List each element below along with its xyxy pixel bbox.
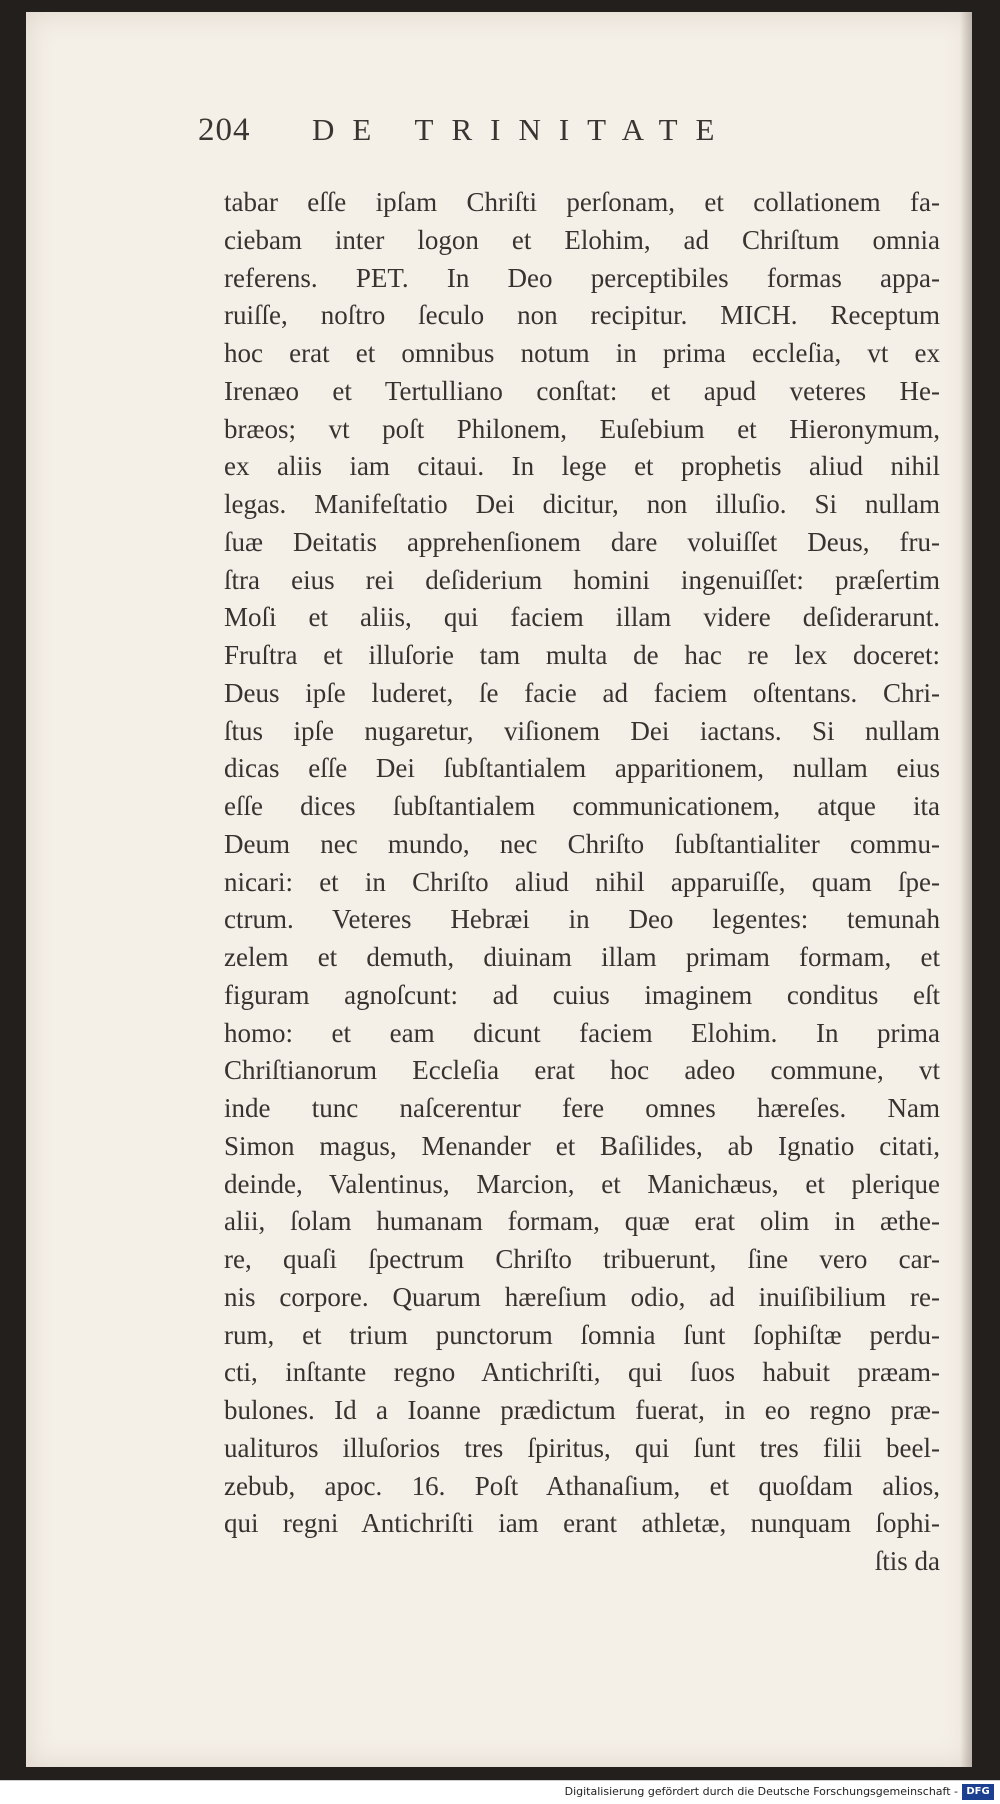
text-line: nicari: et in Chriſto aliud nihil apparuiſſe, quam ſpe- — [224, 866, 940, 897]
text-line: ſtra eius rei deſiderium homini ingenuiſſet: præſertim — [224, 564, 940, 595]
text-line: Irenæo et Tertulliano conſtat: et apud veteres He- — [224, 375, 940, 406]
page-number: 204 — [198, 112, 251, 148]
text-line: nis corpore. Quarum hæreſium odio, ad inuiſibilium re- — [224, 1281, 940, 1312]
text-line: eſſe dices ſubſtantialem communicationem, atque ita — [224, 791, 940, 821]
running-title: DE TRINITATE — [312, 112, 733, 147]
dfg-logo-icon: DFG — [962, 1784, 994, 1800]
text-line: ciebam inter logon et Elohim, ad Chriſtum omnia — [224, 224, 940, 255]
text-line: ſtus ipſe nugaretur, viſionem Dei iactans. Si nullam — [224, 715, 940, 746]
text-line: Simon magus, Menander et Baſilides, ab Ignatio citati, — [224, 1130, 940, 1161]
text-line: deinde, Valentinus, Marcion, et Manichæus, et plerique — [224, 1168, 940, 1199]
text-line: dicas eſſe Dei ſubſtantialem apparitionem, nullam eius — [224, 753, 940, 784]
text-line: bulones. Id a Ioanne prædictum fuerat, in eo regno præ- — [224, 1395, 940, 1425]
text-line: inde tunc naſcerentur fere omnes hæreſes. Nam — [224, 1093, 940, 1123]
text-line: Moſi et aliis, qui faciem illam videre deſiderarunt. — [224, 602, 940, 633]
body-text — [224, 184, 940, 1581]
text-line: ſuæ Deitatis apprehenſionem dare voluiſſet Deus, fru- — [224, 526, 940, 557]
text-line: ualituros illuſorios tres ſpiritus, qui ſunt tres filii beel- — [224, 1432, 940, 1463]
page-header — [198, 112, 818, 158]
text-line: ruiſſe, noſtro ſeculo non recipitur. MICH. Receptum — [224, 300, 940, 331]
text-line: legas. Manifeſtatio Dei dicitur, non illuſio. Si nullam — [224, 489, 940, 519]
text-line: Chriſtianorum Eccleſia erat hoc adeo commune, vt — [224, 1055, 940, 1086]
text-line: hoc erat et omnibus notum in prima eccleſia, vt ex — [224, 338, 940, 368]
text-line: ex aliis iam citaui. In lege et prophetis aliud nihil — [224, 451, 940, 482]
text-line: zelem et demuth, diuinam illam primam formam, et — [224, 942, 940, 972]
text-line: zebub, apoc. 16. Poſt Athanaſium, et quoſdam alios, — [224, 1470, 940, 1501]
digitization-footer — [0, 1780, 1000, 1804]
text-line: Deus ipſe luderet, ſe facie ad faciem oſtentans. Chri- — [224, 677, 940, 708]
text-line: rum, et trium punctorum ſomnia ſunt ſophiſtæ perdu- — [224, 1319, 940, 1350]
text-line: referens. PET. In Deo perceptibiles formas appa- — [224, 262, 940, 293]
text-line: figuram agnoſcunt: ad cuius imaginem conditus eſt — [224, 979, 940, 1010]
text-line: ctrum. Veteres Hebræi in Deo legentes: temunah — [224, 904, 940, 935]
text-line: qui regni Antichriſti iam erant athletæ, nunquam ſophi- — [224, 1508, 940, 1539]
text-line: bræos; vt poſt Philonem, Euſebium et Hieronymum, — [224, 413, 940, 444]
text-line: re, quaſi ſpectrum Chriſto tribuerunt, ſine vero car- — [224, 1244, 940, 1274]
catchword: ſtis da — [874, 1546, 940, 1576]
text-line: cti, inſtante regno Antichriſti, qui ſuos habuit præam- — [224, 1357, 940, 1388]
text-line: Fruſtra et illuſorie tam multa de hac re lex doceret: — [224, 640, 940, 670]
text-line: homo: et eam dicunt faciem Elohim. In prima — [224, 1017, 940, 1048]
text-line: tabar eſſe ipſam Chriſti perſonam, et collationem fa- — [224, 187, 940, 217]
footer-credit: Digitalisierung gefördert durch die Deutsche Forschungsgemeinschaft - — [564, 1785, 958, 1798]
text-line: Deum nec mundo, nec Chriſto ſubſtantialiter commu- — [224, 828, 940, 859]
page-edge-shadow — [960, 12, 972, 1767]
text-line: alii, ſolam humanam formam, quæ erat olim in æthe- — [224, 1206, 940, 1237]
